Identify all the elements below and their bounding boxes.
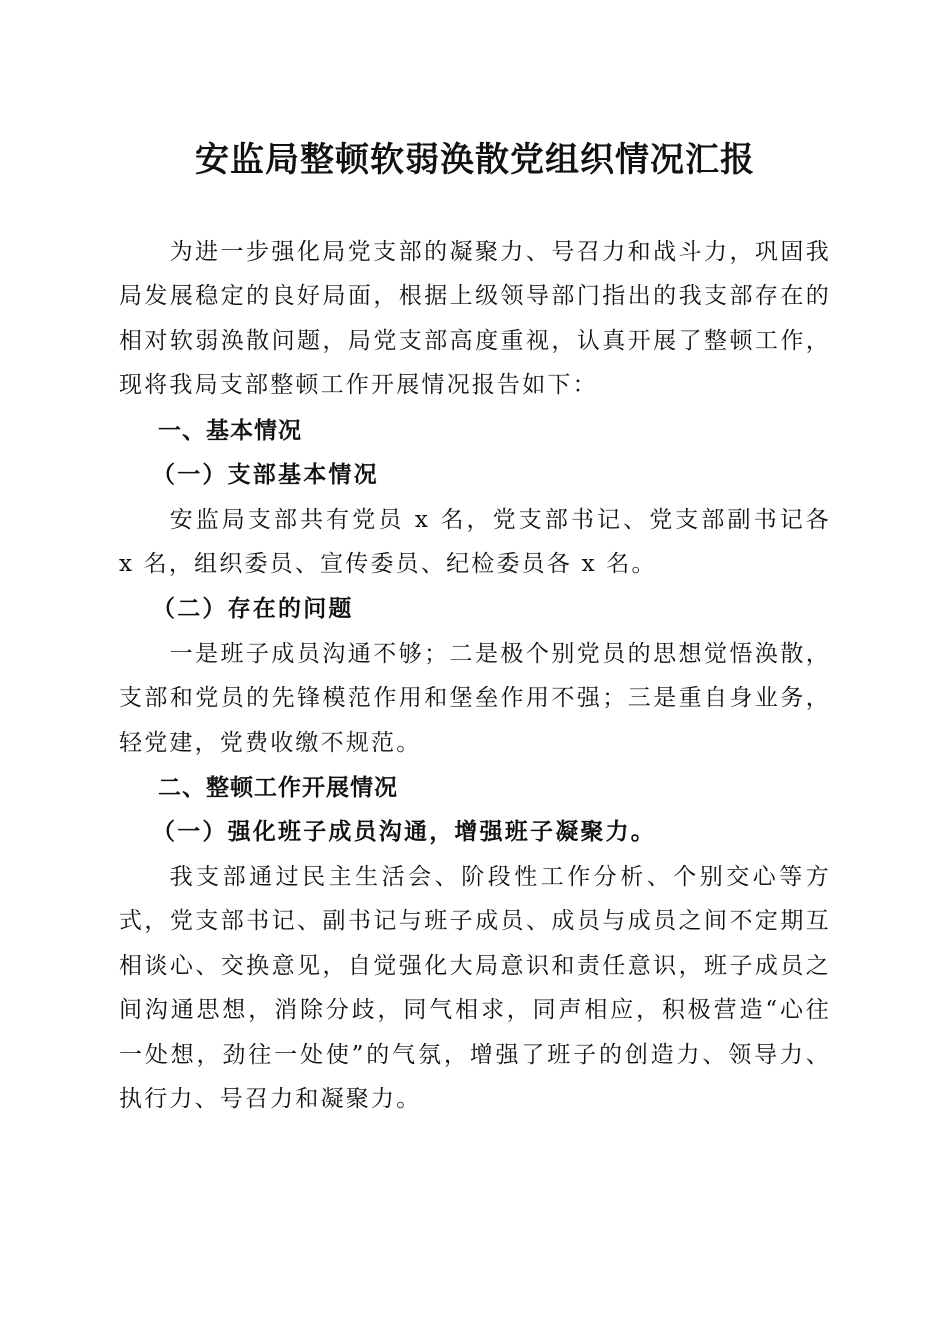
section-heading-rectification: 二、整顿工作开展情况 <box>158 775 398 801</box>
problems-paragraph: 一是班子成员沟通不够；二是极个别党员的思想觉悟涣散，支部和党员的先锋模范作用和堡垒作用不强；三是重自身业务，轻党建，党费收缴不规范。 <box>119 641 831 756</box>
subheading-problems: （二）存在的问题 <box>152 595 354 622</box>
subheading-communication: （一）强化班子成员沟通，增强班子凝聚力。 <box>152 818 656 845</box>
document-title: 安监局整顿软弱涣散党组织情况汇报 <box>195 140 755 180</box>
subheading-branch-info: （一）支部基本情况 <box>152 461 379 488</box>
intro-paragraph: 为进一步强化局党支部的凝聚力、号召力和战斗力，巩固我局发展稳定的良好局面，根据上级领导部门指出的我支部存在的相对软弱涣散问题，局党支部高度重视，认真开展了整顿工作，现将我局支部整顿工作开展情况报告如下： <box>119 239 831 399</box>
communication-paragraph: 我支部通过民主生活会、阶段性工作分析、个别交心等方式，党支部书记、副书记与班子成员、成员与成员之间不定期互相谈心、交换意见，自觉强化大局意识和责任意识，班子成员之间沟通思想，消除分歧，同气相求，同声相应，积极营造“心往一处想，劲往一处使”的气氛，增强了班子的创造力、领导力、执行力、号召力和凝聚力。 <box>119 864 831 1113</box>
branch-info-paragraph: 安监局支部共有党员 x 名，党支部书记、党支部副书记各 x 名，组织委员、宣传委员、纪检委员各 x 名。 <box>119 507 831 578</box>
section-heading-basic-info: 一、基本情况 <box>158 418 302 444</box>
